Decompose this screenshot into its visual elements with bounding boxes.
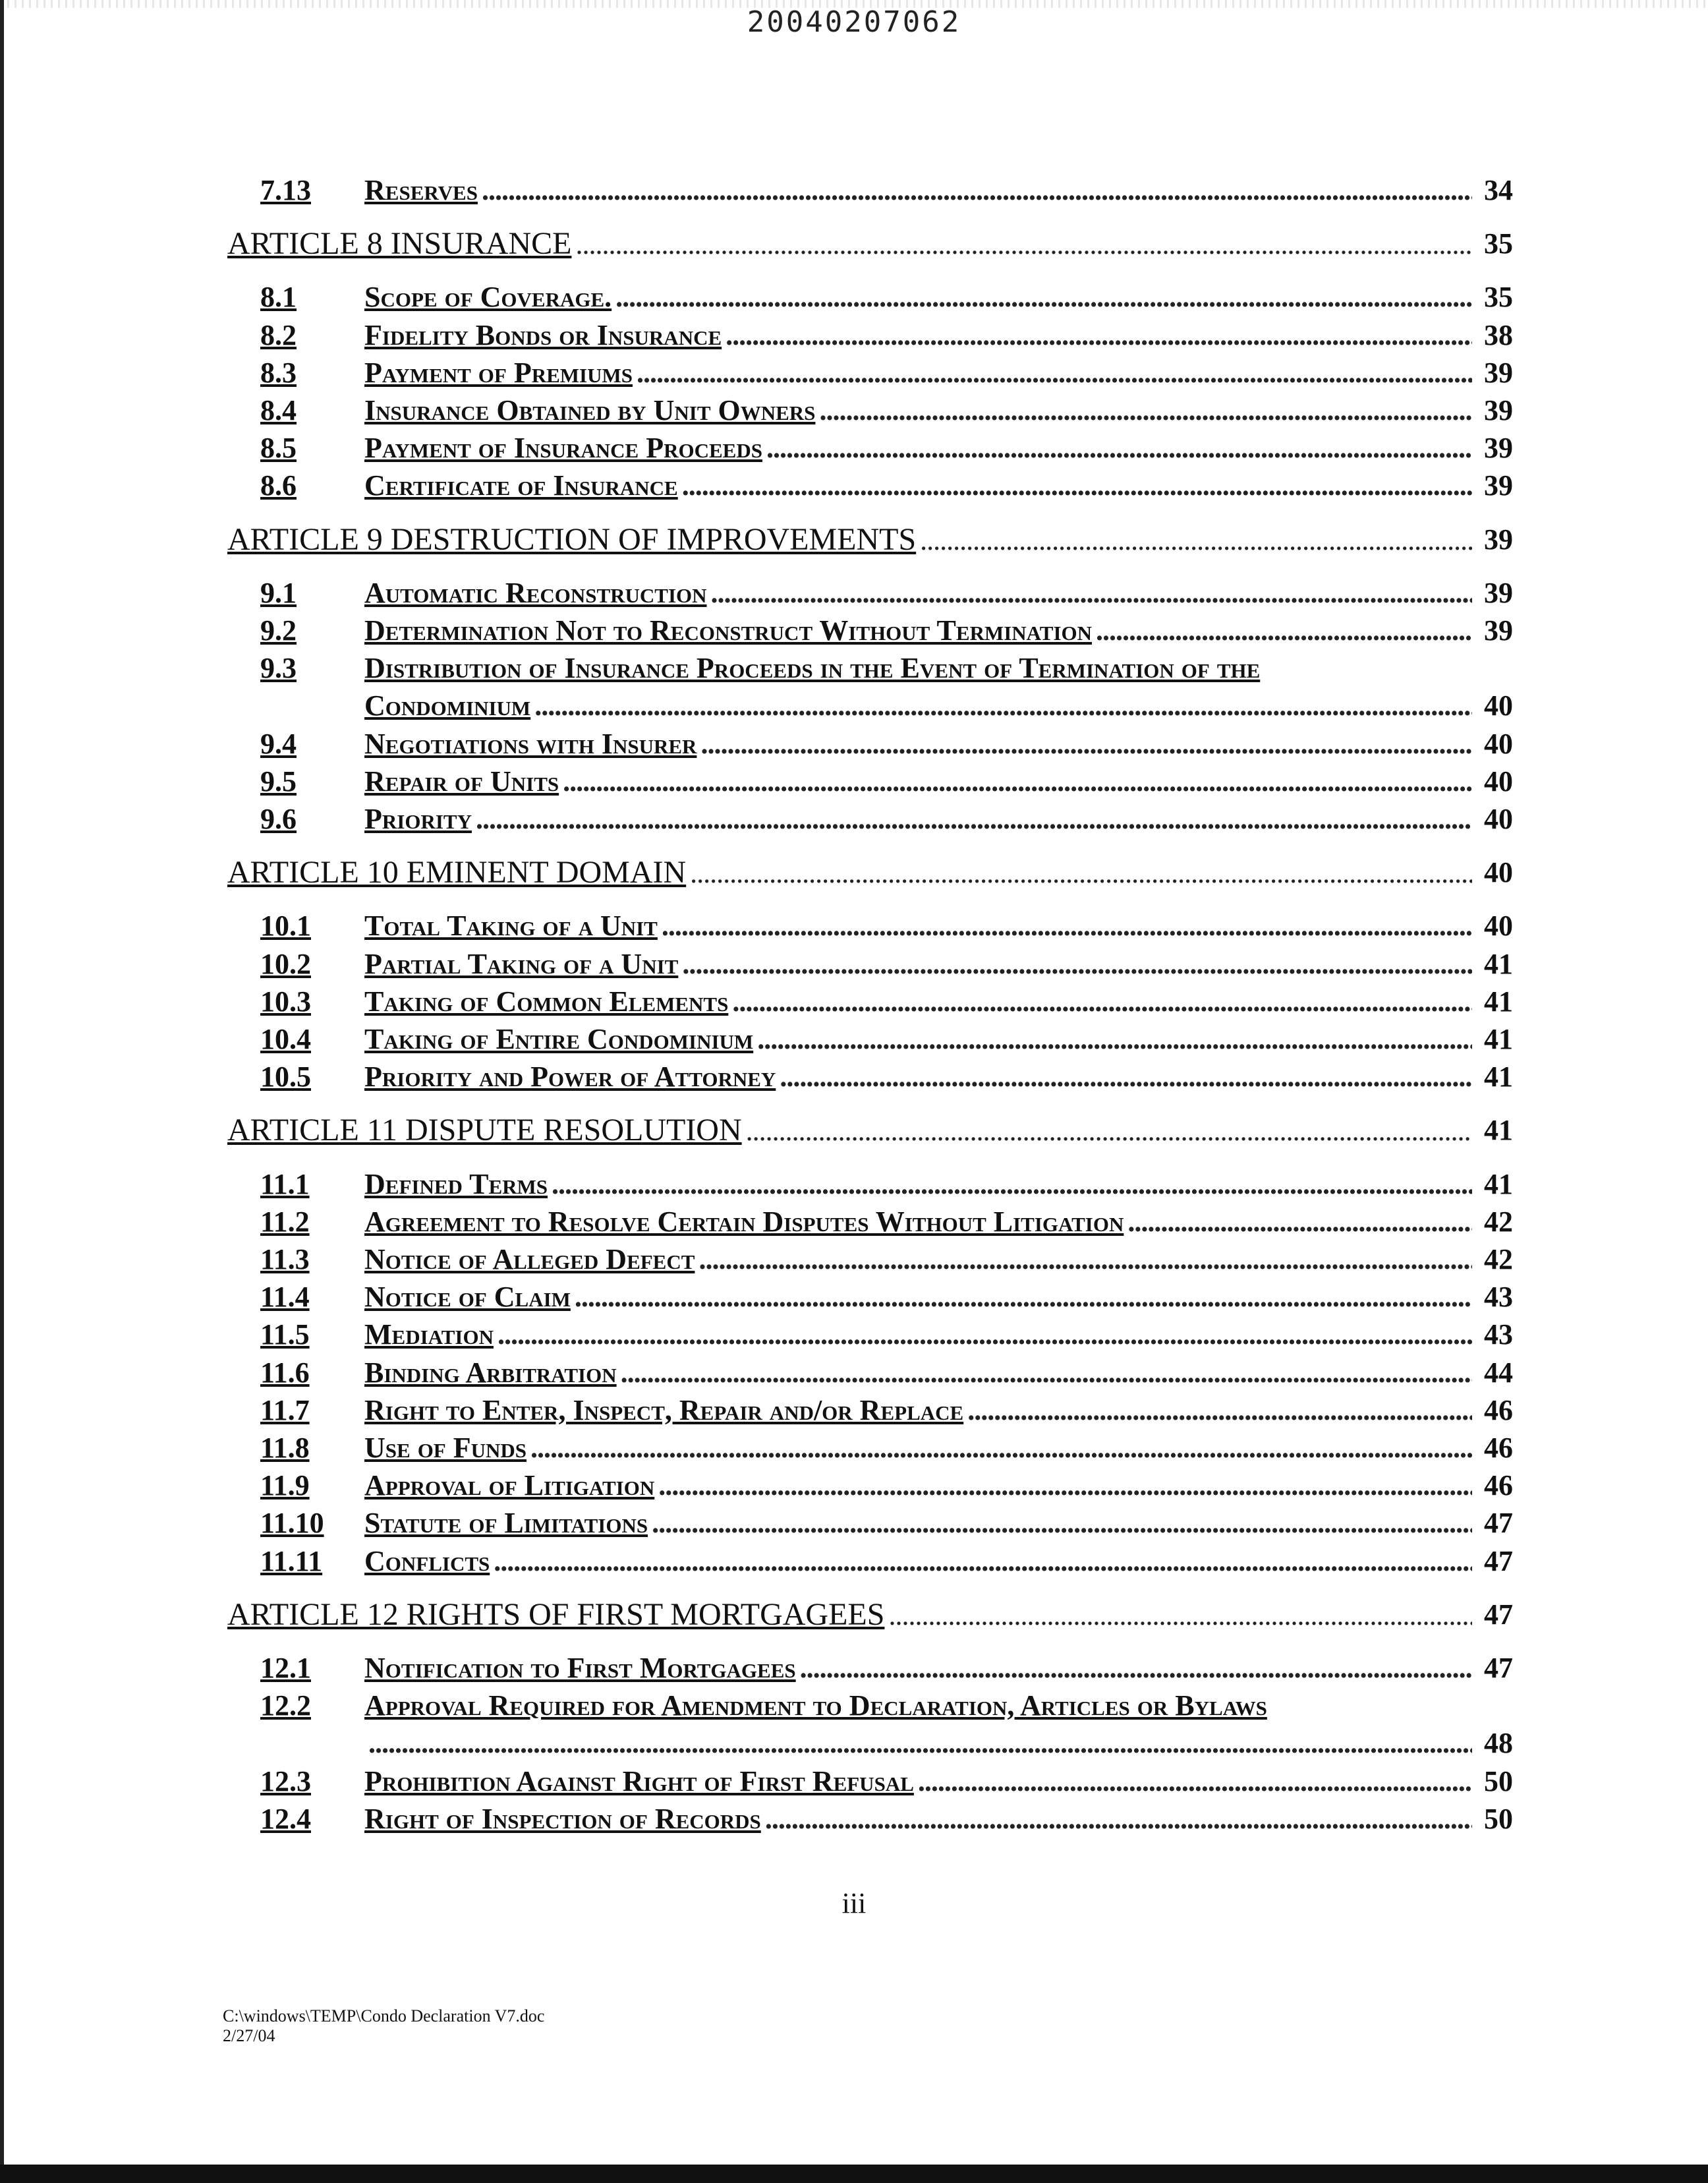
toc-page-number: 47 — [1484, 1598, 1513, 1631]
toc-title-wrap — [364, 171, 1472, 209]
toc-entry-row — [0, 1058, 1708, 1095]
toc-title-wrap — [364, 1316, 1472, 1353]
toc-page-number: 39 — [1484, 576, 1513, 609]
toc-title-wrap — [364, 763, 1472, 800]
toc-entry-row — [0, 649, 1708, 687]
toc-page-number: 41 — [1484, 1023, 1513, 1055]
toc-section-title: Total Taking of a Unit — [364, 910, 658, 943]
dot-leader — [746, 1112, 1472, 1150]
toc-entry-row — [0, 1203, 1708, 1240]
toc-section-number: 11.2 — [260, 1205, 310, 1238]
toc-entry-row — [0, 800, 1708, 838]
dot-leader — [368, 1724, 1472, 1762]
toc-page-number: 39 — [1484, 356, 1513, 389]
dot-leader — [711, 574, 1472, 612]
dot-leader — [888, 1596, 1472, 1634]
toc-title-wrap — [364, 1020, 1472, 1058]
toc-section-title: Conflicts — [364, 1544, 490, 1577]
toc-section-number: 9.4 — [260, 727, 297, 760]
toc-section-title: Certificate of Insurance — [364, 469, 678, 502]
toc-article-row — [0, 1596, 1708, 1633]
page-number: iii — [841, 1887, 867, 1919]
toc-section-title: Notice of Claim — [364, 1281, 571, 1314]
toc-entry-row — [0, 1391, 1708, 1429]
toc-section-number: 11.5 — [260, 1318, 310, 1351]
toc-section-number: 12.3 — [260, 1764, 311, 1797]
toc-title-wrap — [364, 687, 1472, 724]
toc-section-title: Determination Not to Reconstruct Without Termination — [364, 614, 1093, 647]
dot-leader — [637, 354, 1472, 392]
toc-page-number: 35 — [1484, 227, 1513, 260]
toc-title-wrap — [364, 1203, 1472, 1240]
toc-section-title: Binding Arbitration — [364, 1356, 617, 1389]
toc-article-row — [0, 1111, 1708, 1149]
toc-section-number: 10.3 — [260, 985, 311, 1018]
toc-title-wrap — [364, 983, 1472, 1020]
toc-title-wrap — [364, 1649, 1472, 1687]
dot-leader — [682, 467, 1472, 504]
toc-entry-row — [0, 1429, 1708, 1467]
toc-page-number: 40 — [1484, 910, 1513, 943]
toc-title-wrap — [364, 1354, 1472, 1391]
toc-section-number: 8.1 — [260, 281, 297, 314]
toc-section-number: 9.5 — [260, 765, 297, 798]
dot-leader — [530, 1429, 1472, 1467]
toc-article-title: ARTICLE 9 DESTRUCTION OF IMPROVEMENTS — [227, 521, 917, 557]
dot-leader — [476, 800, 1472, 838]
toc-section-title: Prohibition Against Right of First Refusal — [364, 1764, 914, 1797]
dot-leader — [498, 1316, 1472, 1353]
toc-section-title: Scope of Coverage. — [364, 281, 612, 314]
dot-leader — [494, 1542, 1472, 1580]
toc-entry-row — [0, 1649, 1708, 1687]
toc-article-row — [0, 854, 1708, 891]
toc-section-number: 9.6 — [260, 803, 297, 835]
toc-section-title: Taking of Entire Condominium — [364, 1023, 754, 1055]
dot-leader — [1096, 612, 1472, 649]
toc-page-number: 47 — [1484, 1507, 1513, 1540]
dot-leader — [615, 278, 1472, 316]
dot-leader — [652, 1504, 1472, 1542]
toc-title-wrap — [364, 1762, 1472, 1800]
toc-entry-row — [0, 1165, 1708, 1203]
dot-leader — [621, 1354, 1472, 1391]
toc-title-wrap — [227, 521, 1472, 559]
toc-page-number: 39 — [1484, 614, 1513, 647]
toc-page-number: 41 — [1484, 1061, 1513, 1093]
toc-title-wrap — [364, 278, 1472, 316]
toc-page-number: 47 — [1484, 1652, 1513, 1684]
dot-leader — [575, 225, 1472, 263]
toc-section-title: Partial Taking of a Unit — [364, 947, 679, 980]
toc-title-wrap — [227, 1596, 1472, 1634]
toc-page-number: 42 — [1484, 1243, 1513, 1275]
toc-entry-row — [0, 1724, 1708, 1762]
toc-section-title: Reserves — [364, 174, 478, 206]
dot-leader — [690, 854, 1472, 892]
toc-section-number: 11.4 — [260, 1281, 310, 1314]
toc-section-title: Right of Inspection of Records — [364, 1802, 761, 1835]
toc-title-wrap — [364, 1687, 1472, 1724]
toc-entry-row — [0, 983, 1708, 1020]
dot-leader — [819, 392, 1472, 429]
footer-date: 2/27/04 — [223, 2026, 275, 2045]
toc-article-title: ARTICLE 12 RIGHTS OF FIRST MORTGAGEES — [227, 1596, 885, 1632]
toc-title-wrap — [364, 1429, 1472, 1467]
toc-page-number: 35 — [1484, 281, 1513, 314]
toc-page-number: 48 — [1484, 1727, 1513, 1760]
dot-leader — [765, 1800, 1472, 1838]
toc-page-number: 41 — [1484, 947, 1513, 980]
toc-section-number: 10.1 — [260, 910, 311, 943]
toc-section-title: Use of Funds — [364, 1432, 527, 1464]
toc-section-title: Priority — [364, 803, 472, 835]
toc-entry-row — [0, 945, 1708, 983]
toc-title-wrap — [364, 1724, 1472, 1762]
toc-page-number: 41 — [1484, 1167, 1513, 1200]
toc-title-wrap — [364, 1165, 1472, 1203]
footer — [223, 2006, 544, 2046]
toc-page-number: 46 — [1484, 1469, 1513, 1502]
toc-title-wrap — [364, 1800, 1472, 1838]
toc-section-number: 11.8 — [260, 1432, 310, 1464]
toc-entry-row — [0, 687, 1708, 724]
toc-section-number: 11.6 — [260, 1356, 310, 1389]
toc-entry-row — [0, 1354, 1708, 1391]
toc-title-wrap — [364, 1504, 1472, 1542]
toc-entry-row — [0, 574, 1708, 612]
toc-entry-row — [0, 1687, 1708, 1724]
toc-section-number: 11.7 — [260, 1393, 310, 1426]
toc-entry-row — [0, 1467, 1708, 1504]
toc-section-title: Negotiations with Insurer — [364, 727, 697, 760]
toc-entry-row — [0, 1762, 1708, 1800]
toc-section-number: 8.3 — [260, 356, 297, 389]
toc-section-number: 8.2 — [260, 318, 297, 351]
toc-section-title: Approval of Litigation — [364, 1469, 655, 1502]
toc-section-title: Mediation — [364, 1318, 494, 1351]
toc-section-number: 12.4 — [260, 1802, 311, 1835]
toc-section-title: Notice of Alleged Defect — [364, 1243, 695, 1275]
dot-leader — [552, 1165, 1472, 1203]
toc-page-number: 46 — [1484, 1432, 1513, 1464]
toc-section-number: 10.5 — [260, 1061, 311, 1093]
toc-entry-row — [0, 429, 1708, 467]
toc-entry-row — [0, 467, 1708, 504]
footer-file-path: C:\windows\TEMP\Condo Declaration V7.doc — [223, 2006, 545, 2025]
toc-entry-row — [0, 763, 1708, 800]
toc-page-number: 40 — [1484, 689, 1513, 722]
toc-title-wrap — [364, 1240, 1472, 1278]
toc-title-wrap — [364, 907, 1472, 945]
scan-edge-bottom — [0, 2165, 1708, 2183]
toc-page-number: 40 — [1484, 803, 1513, 835]
dot-leader — [534, 687, 1472, 724]
toc-page-number: 44 — [1484, 1356, 1513, 1389]
toc-entry-row — [0, 1240, 1708, 1278]
toc-title-wrap — [364, 316, 1472, 354]
toc-section-title: Condominium — [364, 689, 531, 722]
dot-leader — [700, 725, 1472, 763]
toc-section-number: 8.6 — [260, 469, 297, 502]
toc-page-number: 43 — [1484, 1281, 1513, 1314]
dot-leader — [732, 983, 1472, 1020]
toc-section-number: 11.1 — [260, 1167, 310, 1200]
toc-page-number: 40 — [1484, 765, 1513, 798]
toc-title-wrap — [364, 612, 1472, 649]
toc-section-title: Agreement to Resolve Certain Disputes Without Litigation — [364, 1205, 1124, 1238]
toc-page-number: 42 — [1484, 1205, 1513, 1238]
toc-section-title: Taking of Common Elements — [364, 985, 729, 1018]
toc-entry-row — [0, 1278, 1708, 1316]
toc-page-number: 39 — [1484, 523, 1513, 556]
document-number: 20040207062 — [747, 5, 961, 39]
dot-leader — [800, 1649, 1472, 1687]
toc-article-title: ARTICLE 11 DISPUTE RESOLUTION — [227, 1113, 742, 1148]
toc-section-title: Automatic Reconstruction — [364, 576, 707, 609]
toc-article-row — [0, 225, 1708, 262]
toc-section-title: Repair of Units — [364, 765, 559, 798]
toc-entry-row — [0, 1020, 1708, 1058]
toc-page-number: 39 — [1484, 469, 1513, 502]
dot-leader — [482, 171, 1472, 209]
toc-page-number: 40 — [1484, 727, 1513, 760]
toc-page-number: 40 — [1484, 856, 1513, 889]
toc-section-number: 11.10 — [260, 1507, 324, 1540]
dot-leader — [662, 907, 1472, 945]
toc-title-wrap — [227, 854, 1472, 892]
toc-section-number: 10.4 — [260, 1023, 311, 1055]
toc-page-number: 46 — [1484, 1393, 1513, 1426]
toc-page-number: 47 — [1484, 1544, 1513, 1577]
toc-title-wrap — [364, 1391, 1472, 1429]
toc-section-number: 11.11 — [260, 1544, 323, 1577]
toc-section-number: 10.2 — [260, 947, 311, 980]
toc-section-title: Defined Terms — [364, 1167, 548, 1200]
toc-page-number: 38 — [1484, 318, 1513, 351]
toc-entry-row — [0, 1542, 1708, 1580]
dot-leader — [780, 1058, 1472, 1095]
toc-title-wrap — [227, 1111, 1472, 1150]
toc-section-number: 11.3 — [260, 1243, 310, 1275]
toc-title-wrap — [364, 1467, 1472, 1504]
toc-entry-row — [0, 1316, 1708, 1353]
dot-leader — [757, 1020, 1472, 1058]
toc-section-title: Statute of Limitations — [364, 1507, 648, 1540]
toc-title-wrap — [364, 800, 1472, 838]
toc-section-title: Right to Enter, Inspect, Repair and/or Replace — [364, 1393, 964, 1426]
toc-title-wrap — [364, 467, 1472, 504]
toc-article-title: ARTICLE 8 INSURANCE — [227, 226, 572, 262]
toc-section-number: 12.1 — [260, 1652, 311, 1684]
toc-entry-row — [0, 354, 1708, 392]
toc-entry-row — [0, 278, 1708, 316]
toc-title-wrap — [364, 1058, 1472, 1095]
toc-page-number: 41 — [1484, 985, 1513, 1018]
toc-page-number: 39 — [1484, 394, 1513, 426]
toc-entry-row — [0, 392, 1708, 429]
toc-section-title: Distribution of Insurance Proceeds in the Event of Termination of the — [364, 652, 1261, 685]
toc-page-number: 39 — [1484, 432, 1513, 465]
toc-section-number: 8.4 — [260, 394, 297, 426]
dot-leader — [726, 316, 1472, 354]
dot-leader — [1127, 1203, 1472, 1240]
dot-leader — [698, 1240, 1472, 1278]
toc-page-number: 41 — [1484, 1114, 1513, 1147]
toc-page-number: 34 — [1484, 174, 1513, 206]
toc-page-number: 43 — [1484, 1318, 1513, 1351]
toc-section-number: 7.13 — [260, 174, 311, 206]
toc-entry-row — [0, 725, 1708, 763]
toc-section-number: 11.9 — [260, 1469, 310, 1502]
toc-page-number: 50 — [1484, 1802, 1513, 1835]
toc-page-number: 50 — [1484, 1764, 1513, 1797]
dot-leader — [575, 1278, 1472, 1316]
toc-entry-row — [0, 907, 1708, 945]
toc-article-row — [0, 521, 1708, 558]
toc-section-title: Priority and Power of Attorney — [364, 1061, 776, 1093]
toc-section-title: Notification to First Mortgagees — [364, 1652, 796, 1684]
toc-section-number: 8.5 — [260, 432, 297, 465]
dot-leader — [967, 1391, 1472, 1429]
toc-title-wrap — [364, 945, 1472, 983]
toc-section-title: Approval Required for Amendment to Declaration, Articles or Bylaws — [364, 1689, 1267, 1722]
toc-title-wrap — [364, 392, 1472, 429]
toc-article-title: ARTICLE 10 EMINENT DOMAIN — [227, 855, 687, 890]
toc-section-number: 9.1 — [260, 576, 297, 609]
toc-title-wrap — [364, 354, 1472, 392]
toc-section-number: 12.2 — [260, 1689, 311, 1722]
toc-title-wrap — [364, 725, 1472, 763]
toc-section-title: Payment of Premiums — [364, 356, 633, 389]
toc-section-title: Insurance Obtained by Unit Owners — [364, 394, 816, 426]
toc-section-title: Payment of Insurance Proceeds — [364, 432, 762, 465]
toc-entry-row — [0, 171, 1708, 209]
dot-leader — [682, 945, 1472, 983]
toc-entry-row — [0, 316, 1708, 354]
toc-title-wrap — [364, 1278, 1472, 1316]
toc-title-wrap — [364, 649, 1472, 687]
dot-leader — [920, 521, 1472, 559]
toc-entry-row — [0, 612, 1708, 649]
toc-section-title: Fidelity Bonds or Insurance — [364, 318, 722, 351]
toc-title-wrap — [364, 429, 1472, 467]
dot-leader — [658, 1467, 1472, 1504]
dot-leader — [918, 1762, 1472, 1800]
toc-title-wrap — [364, 574, 1472, 612]
toc-title-wrap — [227, 225, 1472, 263]
toc-section-number: 9.2 — [260, 614, 297, 647]
toc-section-number: 9.3 — [260, 652, 297, 685]
toc-title-wrap — [364, 1542, 1472, 1580]
toc-entry-row — [0, 1800, 1708, 1838]
dot-leader — [563, 763, 1472, 800]
toc-entry-row — [0, 1504, 1708, 1542]
dot-leader — [766, 429, 1472, 467]
